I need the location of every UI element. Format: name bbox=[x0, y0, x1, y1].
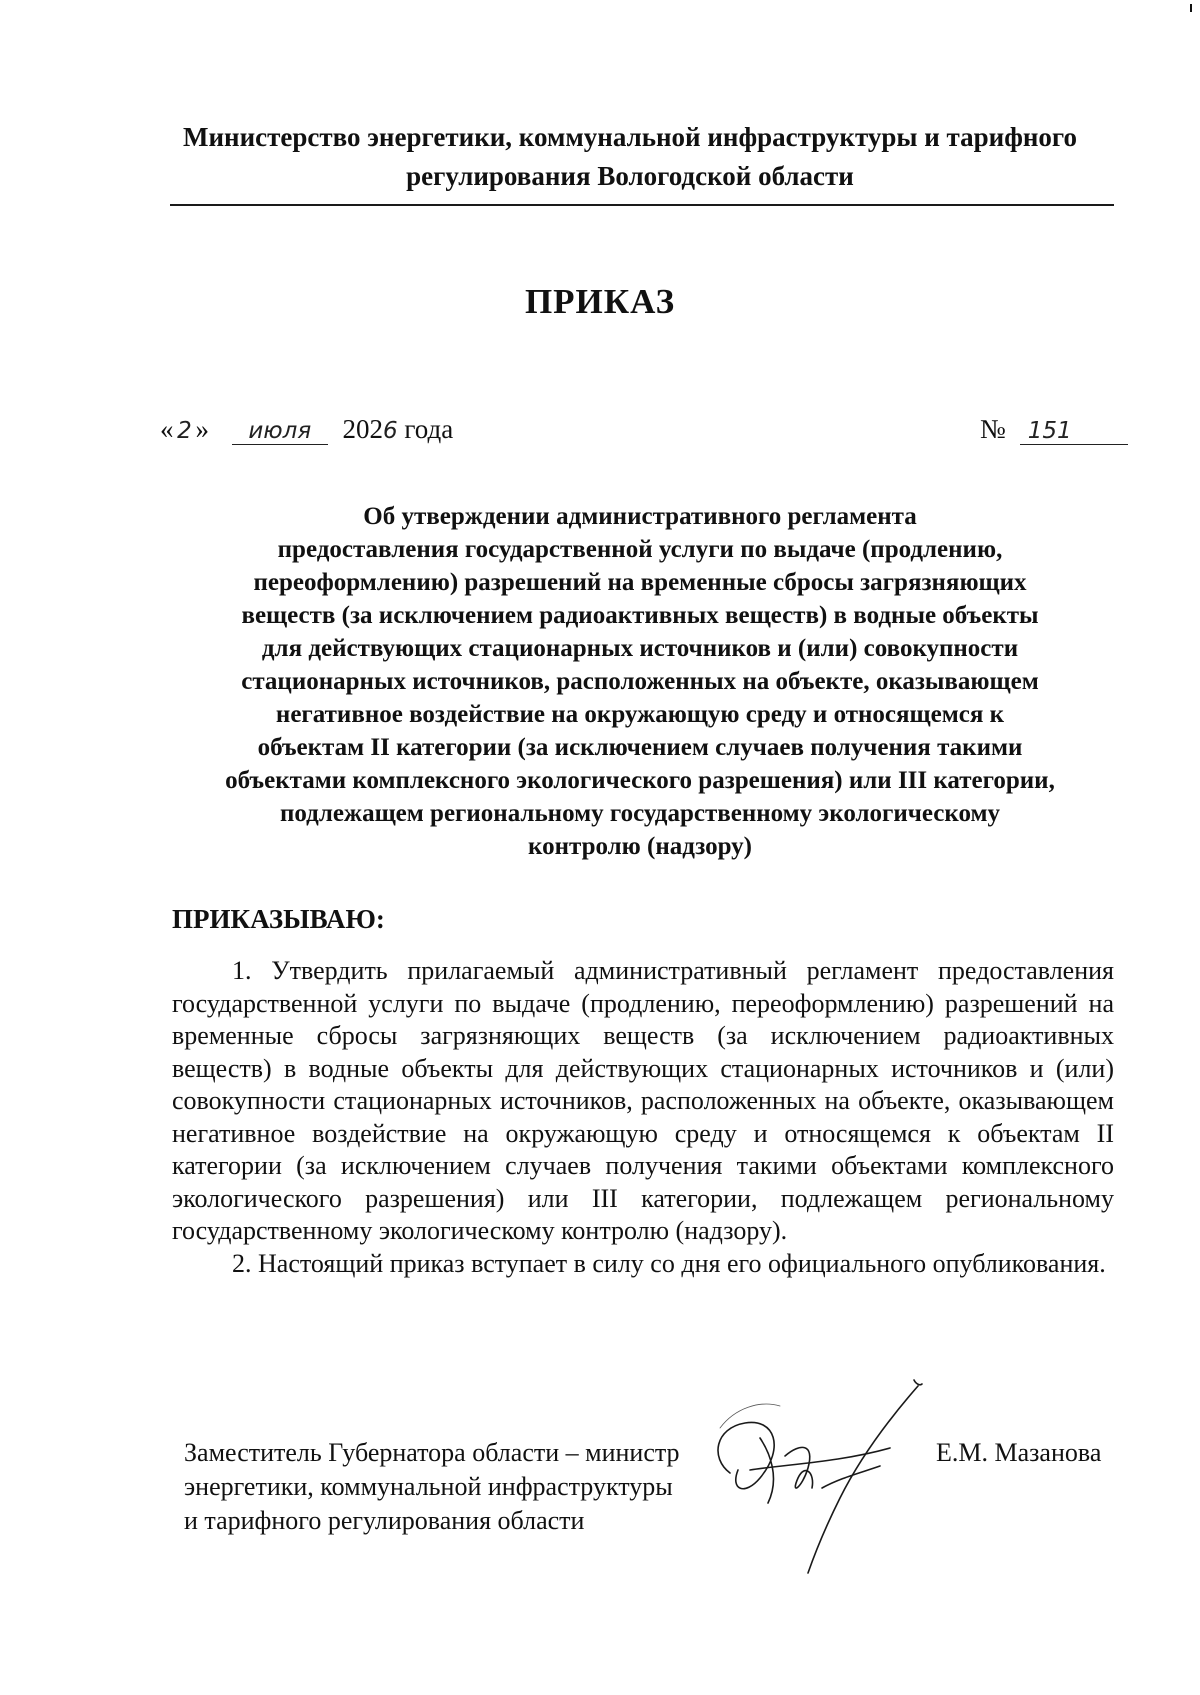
document-number bbox=[980, 414, 1128, 445]
signatory-position-line2: энергетики, коммунальной инфраструктуры bbox=[184, 1472, 673, 1501]
date-year-suffix: 6 bbox=[383, 418, 398, 444]
document-title: ПРИКАЗ bbox=[524, 282, 676, 321]
ministry-header-line2: регулирования Вологодской области bbox=[406, 161, 854, 191]
handwritten-signature bbox=[690, 1378, 940, 1578]
subject-line: веществ (за исключением радиоактивных веществ) в водные объекты bbox=[241, 602, 1039, 629]
signatory-position bbox=[184, 1436, 680, 1538]
signatory-position-line3: и тарифного регулирования области bbox=[184, 1506, 585, 1535]
header-divider bbox=[170, 204, 1114, 206]
ministry-header bbox=[150, 118, 1110, 196]
subject-line: объектами комплексного экологического разрешения) или III категории, bbox=[225, 767, 1055, 794]
subject-line: переоформлению) разрешений на временные сбросы загрязняющих bbox=[253, 569, 1027, 596]
number-value: 151 bbox=[1020, 418, 1128, 445]
subject-line: подлежащем региональному государственному экологическому bbox=[279, 800, 1000, 827]
document-date bbox=[160, 414, 453, 445]
subject-line: предоставления государственной услуги по выдаче (продлению, bbox=[277, 536, 1003, 563]
subject-line: стационарных источников, расположенных на объекте, оказывающем bbox=[241, 668, 1039, 695]
number-label: № bbox=[980, 414, 1006, 444]
order-body bbox=[172, 955, 1114, 1280]
document-subject bbox=[150, 500, 1130, 863]
date-year-prefix: 202 bbox=[342, 414, 383, 444]
order-directive: ПРИКАЗЫВАЮ: bbox=[172, 904, 385, 934]
date-suffix: года bbox=[404, 414, 454, 444]
date-open-quote: « bbox=[160, 414, 174, 444]
subject-line: для действующих стационарных источников и (или) совокупности bbox=[261, 635, 1019, 662]
date-close-quote: » bbox=[195, 414, 209, 444]
date-month: июля bbox=[232, 418, 328, 445]
subject-line: Об утверждении административного регламента bbox=[363, 503, 917, 530]
scan-mark bbox=[1190, 4, 1192, 12]
signatory-name: Е.М. Мазанова bbox=[936, 1438, 1102, 1467]
signatory-position-line1: Заместитель Губернатора области – министр bbox=[184, 1438, 680, 1467]
order-paragraph-1: 1. Утвердить прилагаемый административный регламент предоставления государственной услуги по выдаче (продлению, переоформлению) разрешений на временные сбросы загрязняющих веществ (за исключением радиоактивных веществ) в водные объекты для действующих стационарных источников и (или) совокупности стационарных источников, расположенных на объекте, оказывающем негативное воздействие на окружающую среду и относящемся к объектам II категории (за исключением случаев получения такими объектами комплексного экологического разрешения) или III категории, подлежащем региональному государственному экологическому контролю (надзору). bbox=[172, 956, 1114, 1245]
order-paragraph-2: 2. Настоящий приказ вступает в силу со дня его официального опубликования. bbox=[232, 1248, 1106, 1278]
subject-line: контролю (надзору) bbox=[528, 833, 752, 860]
date-day: 2 bbox=[177, 418, 192, 444]
subject-line: негативное воздействие на окружающую среду и относящемся к bbox=[275, 701, 1005, 728]
subject-line: объектам II категории (за исключением случаев получения такими bbox=[257, 734, 1023, 761]
ministry-header-line1: Министерство энергетики, коммунальной инфраструктуры и тарифного bbox=[182, 122, 1078, 152]
